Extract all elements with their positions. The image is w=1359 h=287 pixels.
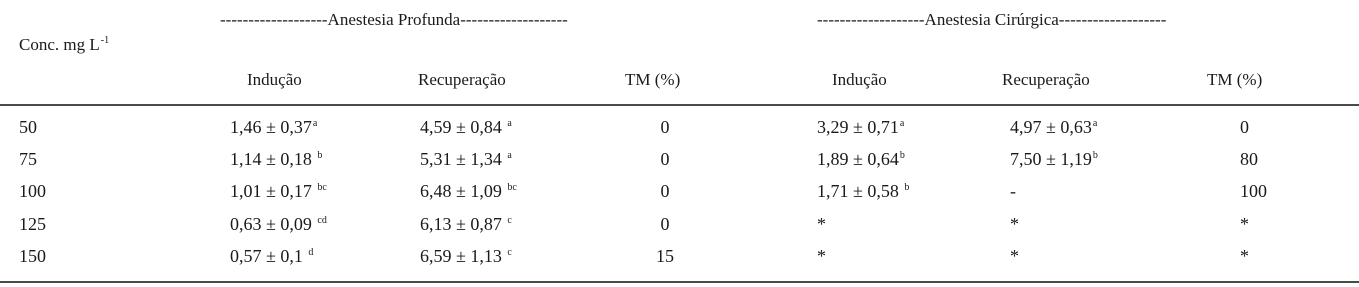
cell-p-inducao: 1,01 ± 0,17 $^{bc}$ [230,181,327,201]
cell-c-recuperacao: * [1010,214,1019,234]
cell-c-inducao: 1,71 ± 0,58 $^b$ [817,181,910,201]
cell-p-recuperacao: 6,48 ± 1,09 $^{bc}$ [420,181,517,201]
cell-p-inducao: 1,46 ± 0,37$^a$ [230,117,318,137]
col-header-c-recuperacao: Recuperação [1002,70,1090,89]
cell-p-tm: 0 [660,149,670,169]
cell-c-recuperacao: - [1010,181,1016,201]
conc-unit-exponent: -1 [100,35,110,46]
col-header-c-inducao: Indução [832,70,887,89]
cell-c-tm: * [1240,246,1249,266]
col-header-c-tm: TM (%) [1207,70,1263,89]
cell-conc: 125 [19,214,46,234]
cell-p-recuperacao: 6,59 ± 1,13 $^c$ [420,246,512,266]
cell-conc: 75 [19,149,37,169]
cell-c-recuperacao: 7,50 ± 1,19$^b$ [1010,149,1098,169]
cell-c-inducao: 3,29 ± 0,71$^a$ [817,117,905,137]
cell-c-recuperacao: * [1010,246,1019,266]
cell-c-tm: 80 [1240,149,1258,169]
col-header-p-inducao: Indução [247,70,302,89]
cell-p-inducao: 1,14 ± 0,18 $^b$ [230,149,323,169]
cell-p-inducao: 0,57 ± 0,1 $^d$ [230,246,314,266]
cell-c-recuperacao: 4,97 ± 0,63$^a$ [1010,117,1098,137]
conc-label: Conc. mg L [19,35,100,54]
cell-p-tm: 0 [660,214,670,234]
cell-p-recuperacao: 6,13 ± 0,87 $^c$ [420,214,512,234]
cell-p-recuperacao: 5,31 ± 1,34 $^a$ [420,149,512,169]
cell-c-inducao: * [817,246,826,266]
cell-p-recuperacao: 4,59 ± 0,84 $^a$ [420,117,512,137]
cell-c-tm: 0 [1240,117,1249,137]
group-header-anestesia-profunda: -------------------Anestesia Profunda------------------- [220,10,568,29]
cell-c-inducao: 1,89 ± 0,64$^b$ [817,149,905,169]
cell-p-inducao: 0,63 ± 0,09 $^{cd}$ [230,214,327,234]
cell-conc: 50 [19,117,37,137]
cell-p-tm: 0 [660,117,670,137]
col-header-p-tm: TM (%) [625,70,681,89]
cell-p-tm: 0 [660,181,670,201]
header-divider [0,104,1359,106]
cell-c-tm: 100 [1240,181,1267,201]
cell-conc: 150 [19,246,46,266]
cell-c-tm: * [1240,214,1249,234]
cell-c-inducao: * [817,214,826,234]
cell-p-tm: 15 [656,246,674,266]
conc-column-header [19,35,109,55]
cell-conc: 100 [19,181,46,201]
col-header-p-recuperacao: Recuperação [418,70,506,89]
bottom-rule [0,281,1359,283]
group-header-anestesia-cirurgica: -------------------Anestesia Cirúrgica------------------- [817,10,1167,29]
